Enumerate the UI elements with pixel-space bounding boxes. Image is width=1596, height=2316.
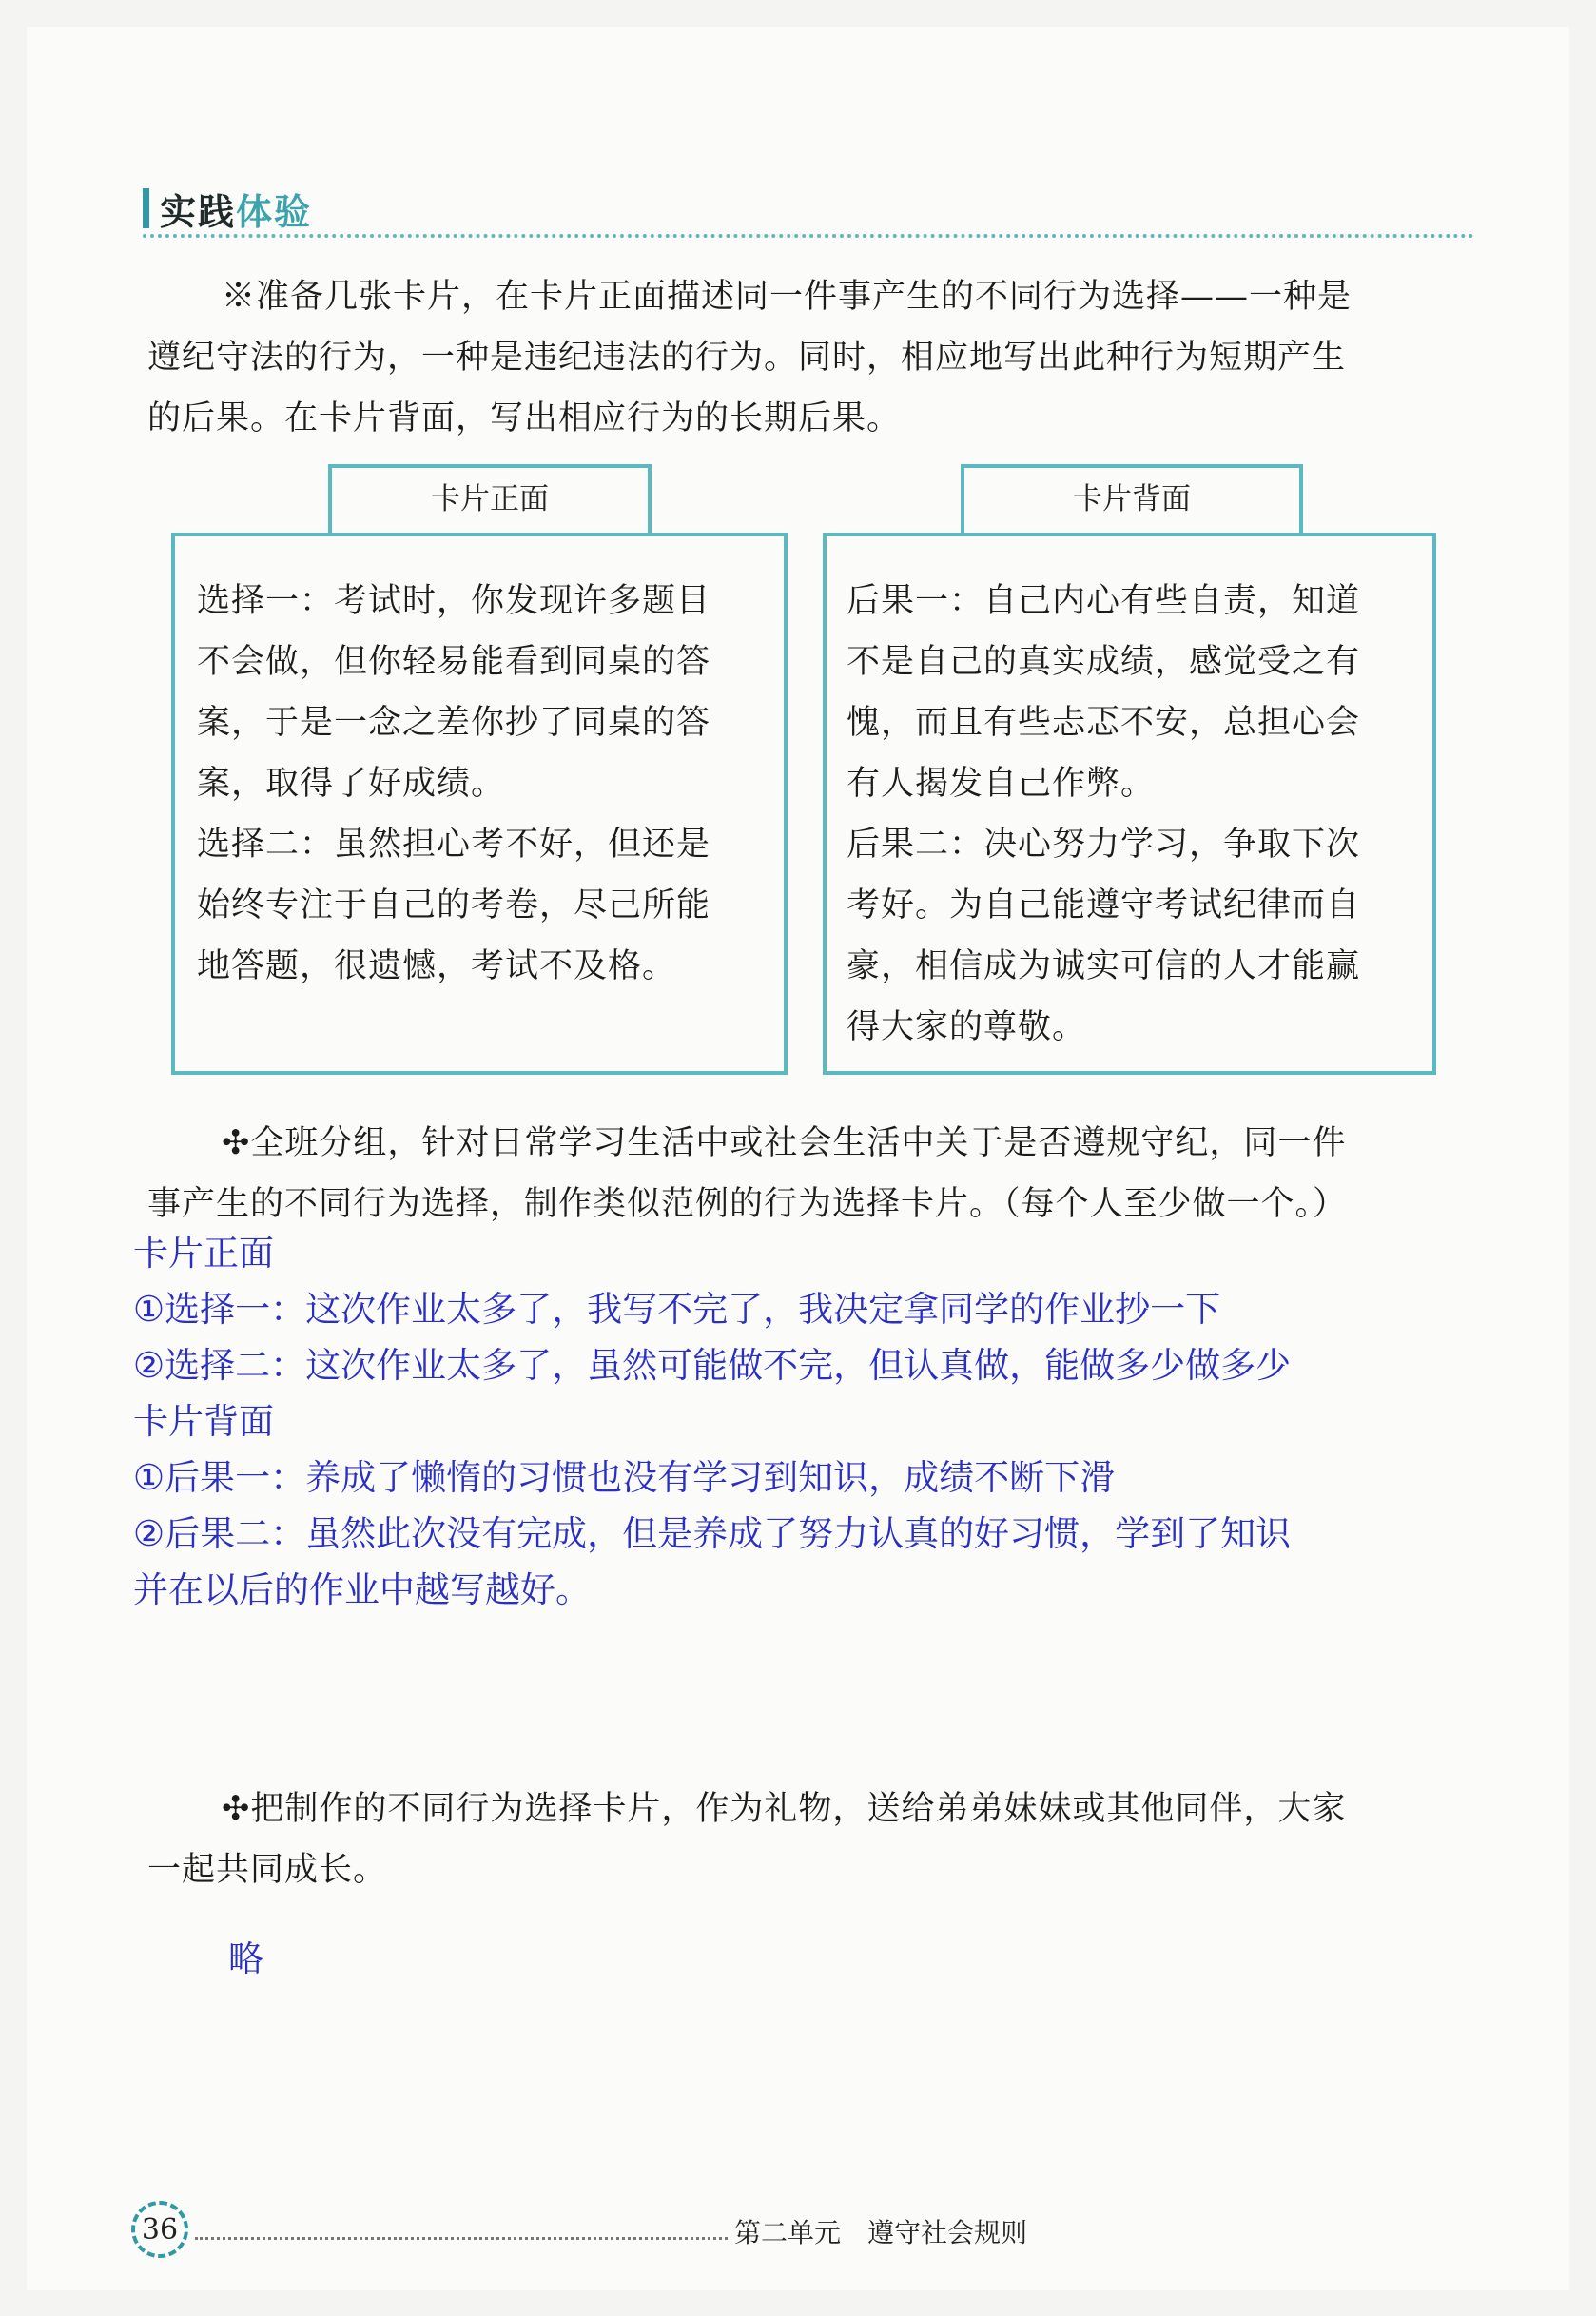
intro-line: 遵纪守法的行为，一种是违纪违法的行为。同时，相应地写出此种行为短期产生 — [147, 339, 1347, 377]
card-front-text — [197, 571, 777, 997]
card-back-tab — [961, 464, 1303, 535]
card-front-line: 不会做，但你轻易能看到同桌的答 — [197, 643, 711, 681]
answer-line: 卡片背面 — [133, 1401, 274, 1442]
card-back-text — [847, 571, 1427, 1058]
section-header — [143, 179, 1474, 236]
card-back-line: 豪，相信成为诚实可信的人才能赢 — [847, 947, 1361, 985]
answer-block-2 — [228, 1931, 263, 1987]
task3-line: 一起共同成长。 — [147, 1851, 388, 1889]
answer-line: ①选择一：这次作业太多了，我写不完了，我决定拿同学的作业抄一下 — [133, 1289, 1221, 1330]
card-back-line: 后果一：自己内心有些自责，知道 — [847, 582, 1361, 620]
section-title — [160, 183, 312, 235]
task2-paragraph — [147, 1113, 1527, 1235]
answer-block-1 — [133, 1225, 1522, 1618]
answer-line: 并在以后的作业中越写越好。 — [133, 1569, 591, 1610]
task3-line: ✣把制作的不同行为选择卡片，作为礼物，送给弟弟妹妹或其他同伴，大家 — [222, 1790, 1347, 1828]
card-back-line: 有人揭发自己作弊。 — [847, 765, 1156, 803]
answer-line: ①后果一：养成了懒惰的习惯也没有学习到知识，成绩不断下滑 — [133, 1457, 1116, 1498]
intro-line: 的后果。在卡片背面，写出相应行为的长期后果。 — [147, 399, 902, 438]
page-number-badge — [131, 2201, 188, 2258]
footer-unit-title: 第二单元 遵守社会规则 — [734, 2217, 1028, 2248]
card-front-tab-label: 卡片正面 — [431, 482, 549, 516]
section-title-part1: 实践 — [160, 191, 237, 233]
section-title-part2: 体验 — [236, 191, 313, 233]
card-front-tab — [328, 464, 652, 535]
task2-line: 事产生的不同行为选择，制作类似范例的行为选择卡片。（每个人至少做一个。） — [147, 1185, 1348, 1223]
card-front-line: 案，于是一念之差你抄了同桌的答 — [197, 704, 711, 742]
answer-line: ②选择二：这次作业太多了，虽然可能做不完，但认真做，能做多少做多少 — [133, 1345, 1292, 1386]
card-front-line: 案，取得了好成绩。 — [197, 765, 506, 803]
card-back-line: 得大家的尊敬。 — [847, 1008, 1087, 1046]
intro-line: ※准备几张卡片，在卡片正面描述同一件事产生的不同行为选择——一种是 — [222, 278, 1353, 316]
card-back-line: 后果二：决心努力学习，争取下次 — [847, 826, 1361, 864]
answer-text: 略 — [228, 1938, 263, 1979]
footer-dotted-rule — [195, 2237, 728, 2240]
header-accent-bar — [143, 188, 149, 228]
intro-paragraph — [147, 266, 1498, 449]
card-back-line: 不是自己的真实成绩，感觉受之有 — [847, 643, 1361, 681]
answer-line: ②后果二：虽然此次没有完成，但是养成了努力认真的好习惯，学到了知识 — [133, 1513, 1292, 1554]
task2-line: ✣全班分组，针对日常学习生活中或社会生活中关于是否遵规守纪，同一件 — [222, 1124, 1347, 1162]
card-back-tab-label: 卡片背面 — [1073, 482, 1191, 516]
page-number: 36 — [141, 2213, 179, 2247]
card-back-line: 愧，而且有些忐忑不安，总担心会 — [847, 704, 1361, 742]
task3-paragraph — [147, 1779, 1527, 1900]
card-front-line: 始终专注于自己的考卷，尽己所能 — [197, 886, 711, 924]
card-front-line: 选择二：虽然担心考不好，但还是 — [197, 826, 711, 864]
card-front-line: 地答题，很遗憾，考试不及格。 — [197, 947, 677, 985]
card-back-line: 考好。为自己能遵守考试纪律而自 — [847, 886, 1361, 924]
header-dotted-rule — [143, 234, 1474, 238]
answer-line: 卡片正面 — [133, 1233, 274, 1274]
card-front-line: 选择一：考试时，你发现许多题目 — [197, 582, 711, 620]
